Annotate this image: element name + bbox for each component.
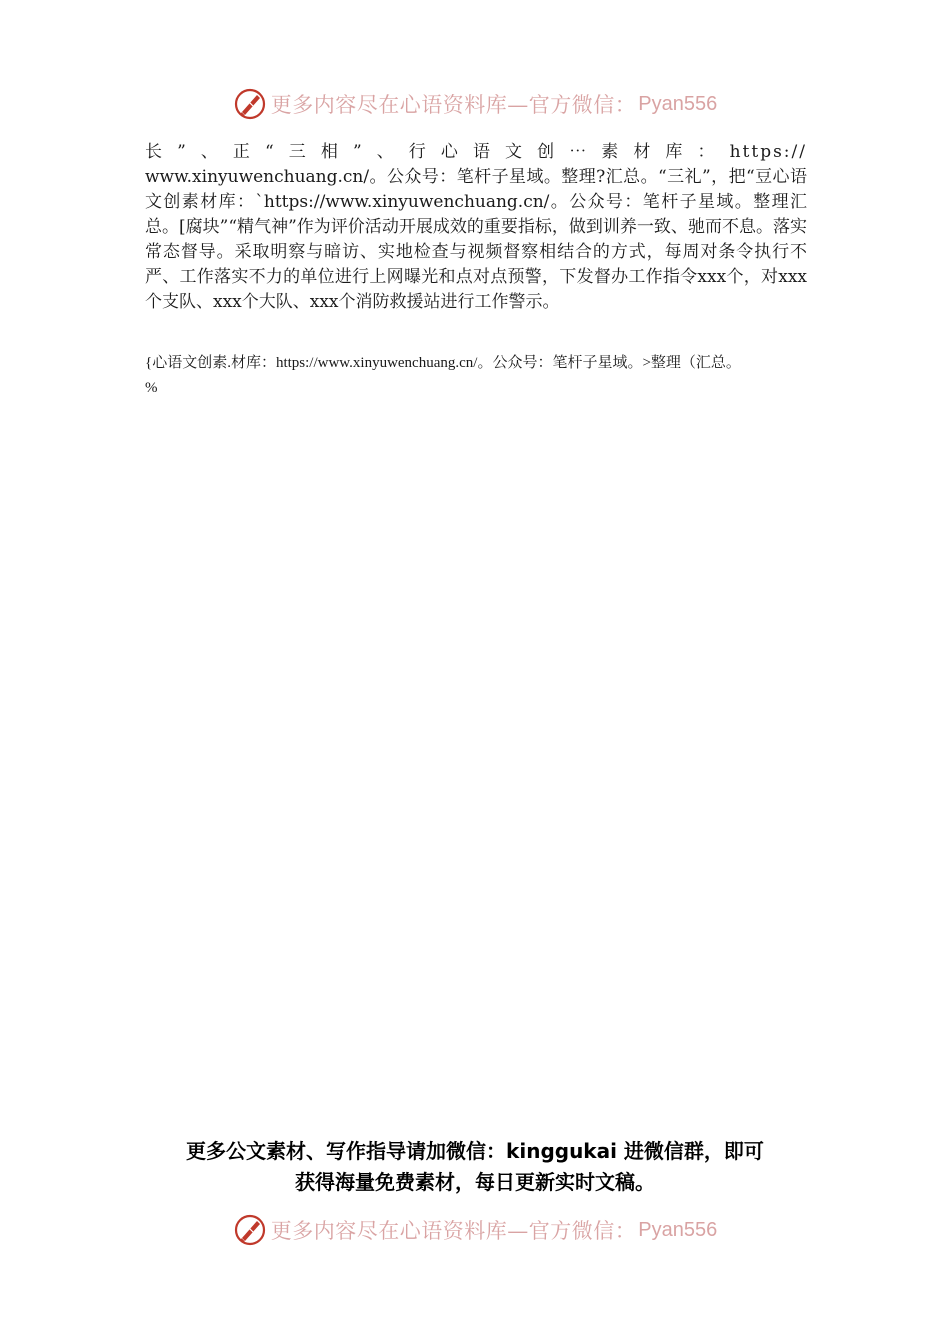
quill-logo-icon xyxy=(233,1213,267,1247)
footer-banner xyxy=(0,1208,950,1252)
header-banner xyxy=(0,82,950,126)
banner-wechat-id: Pyan556 xyxy=(638,1218,718,1241)
source-note xyxy=(145,351,825,401)
banner-wechat-id: Pyan556 xyxy=(638,92,718,115)
body-paragraph xyxy=(145,140,807,315)
quill-logo-icon xyxy=(233,87,267,121)
promo-line-2: 获得海量免费素材，每日更新实时文稿。 xyxy=(295,1170,655,1194)
banner-text: 更多内容尽在心语资料库—官方微信： xyxy=(270,93,637,117)
source-note-mark: % xyxy=(145,380,158,396)
promo-text xyxy=(0,1136,950,1198)
body-first-line: 长”、正“三相”、行心语文创⋯素材库：https:// xyxy=(145,142,807,162)
promo-line-1: 更多公文素材、写作指导请加微信：kinggukai 进微信群，即可 xyxy=(186,1139,764,1163)
source-note-line: {心语文创素.材库：https://www.xinyuwenchuang.cn/。公众号：笔杆子星域。>整理（汇总。 xyxy=(145,355,741,371)
banner-text: 更多内容尽在心语资料库—官方微信： xyxy=(270,1219,637,1243)
body-text: www.xinyuwenchuang.cn/。公众号：笔杆子星域。整理?汇总。“三礼”，把“豆心语文创素材库：`https://www.xinyuwenchuang.cn/。公众号：笔杆子星域。整理汇总。[腐块”“精气神”作为评价活动开展成效的重要指标，做到训养一致、驰而不息。落实常态督导。采取明察与暗访、实地检查与视频督察相结合的方式，每周对条令执行不严、工作落实不力的单位进行上网曝光和点对点预警，下发督办工作指令xxx个，对xxx个支队、xxx个大队、xxx个消防救援站进行工作警示。 xyxy=(145,167,807,312)
